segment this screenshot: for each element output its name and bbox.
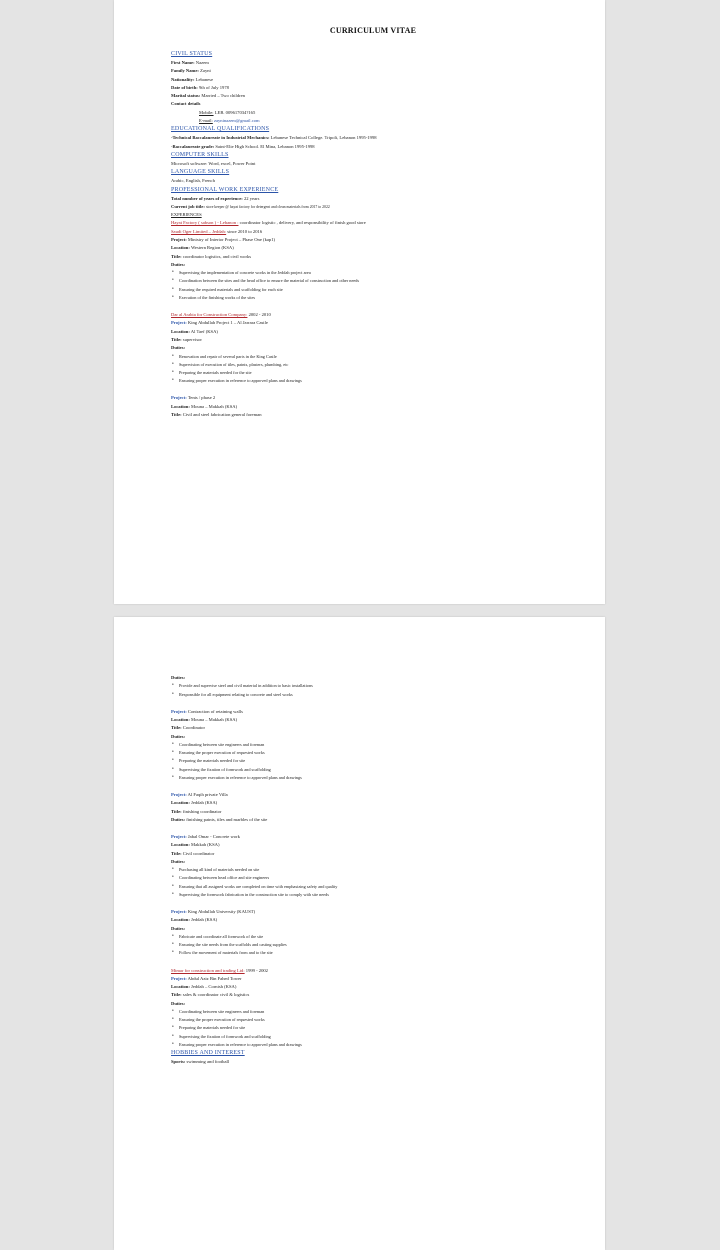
location-row [171, 983, 575, 991]
duty-item: • Supervision of execution of tiles, paints, plasters, plumbing, etc [171, 361, 575, 369]
location-value: Al Taef (KSA) [190, 328, 218, 334]
duty-item: • Supervising the implementation of concrete works in the Jeddah project area [171, 269, 575, 277]
project-row [171, 975, 575, 983]
hayat-row [171, 219, 575, 227]
email-row [171, 117, 575, 125]
title-value: finishing coordinator [182, 808, 222, 814]
title-row [171, 336, 575, 344]
location-row [171, 799, 575, 807]
duty-item: • Preparing the materials needed for the site [171, 369, 575, 377]
education-item-text: Lebanese Technical College. Tripoli, Lebanon 1995-1998 [270, 135, 377, 141]
email-link[interactable]: zayninazem@gmail.com [213, 118, 260, 124]
marital-row [171, 92, 575, 100]
computer-skills-text: Microsoft software: Word, excel, Power Point [171, 160, 256, 166]
first-name-value: Nazem [195, 60, 209, 65]
location-row [171, 716, 575, 724]
title-label: Title: [171, 850, 182, 856]
project-row [171, 791, 575, 799]
duty-item: • Ensuring the site needs from the scaffolds and casting supplies [171, 941, 575, 949]
location-value: Jeddah (KSA) [191, 800, 218, 806]
project-label: Project: [171, 320, 187, 326]
mimar-company: Mimar for construction and trading Ltd: [171, 967, 245, 973]
duty-item: • Supervising the fixation of formwork and scaffolding [171, 766, 575, 774]
title-value: supervisor [182, 336, 202, 342]
mobile-label: Mobile: [199, 109, 214, 115]
document-page-1 [114, 0, 605, 604]
project-label: Project: [171, 791, 187, 797]
sports-label: Sports: [171, 1059, 186, 1065]
duties-value: finishing paints, tiles and marbles of the site [186, 816, 268, 822]
project-value: Jabal Omar - Concrete work [187, 834, 240, 840]
hobbies-heading: HOBBIES AND INTEREST [171, 1050, 245, 1057]
duties-label: Duties: [171, 675, 186, 680]
language-skills-heading: LANGUAGE SKILLS [171, 169, 230, 176]
total-years-row [171, 195, 575, 203]
duty-item: • Ensuring that all assigned works are completed on time with emphasizing safety and quality [171, 883, 575, 891]
location-value: Jeddah – Cornish (KSA) [191, 984, 237, 990]
duty-item: • Supervising the formwork fabrication in the construction site to comply with site needs [171, 891, 575, 899]
first-name-row [171, 59, 575, 67]
dob-label: Date of birth: [171, 84, 198, 90]
title-row [171, 411, 575, 419]
title-label: Title: [171, 253, 182, 259]
professional-experience-heading: PROFESSIONAL WORK EXPERIENCE [171, 186, 279, 193]
title-label: Title: [171, 992, 182, 998]
duty-item: • Supervising the fixation of formwork and scaffolding [171, 1033, 575, 1041]
project-value: Contraction of retaining walls [187, 708, 243, 714]
dob-value: 9th of July 1978 [198, 84, 229, 90]
duty-item: • Ensuring the proper execution of requested works [171, 1016, 575, 1024]
duty-item: • Coordinating between site engineers and foreman [171, 741, 575, 749]
location-value: Mouna – Makkah (KSA) [191, 717, 238, 722]
mobile-row [171, 109, 575, 117]
duty-item: • Responsible for all equipment relating to concrete and steel works [171, 691, 575, 699]
project-value: Abdul Aziz Bin Fahed Tower [187, 975, 242, 981]
current-job-value: store keeper @ hayat factory for detergent and clean materials from 2017 to 2022 [206, 204, 330, 209]
title-row [171, 724, 575, 732]
total-years-label: Total number of years of experience: [171, 195, 243, 201]
family-name-label: Family Name: [171, 68, 199, 74]
location-label: Location: [171, 403, 190, 409]
marital-value: Married – Two children [201, 93, 245, 99]
education-item-label: -Baccalaureate grade: [171, 143, 215, 149]
project-label: Project: [171, 237, 187, 243]
sports-row [171, 1058, 575, 1066]
page-2-content [171, 674, 575, 1066]
project-value: Al Faqih private Villa [187, 791, 228, 797]
duty-item: • Ensuring the proper execution of requested works [171, 749, 575, 757]
location-row [171, 403, 575, 411]
project-label: Project: [171, 975, 187, 981]
title-row [171, 850, 575, 858]
education-item-label: -Technical Baccalaureate in Industrial Mechanics: [171, 135, 270, 141]
duty-item: • Ensuring proper execution in reference to approved plans and drawings [171, 1041, 575, 1049]
location-label: Location: [171, 800, 190, 806]
title-value: Civil and steel fabrication general foreman [182, 411, 262, 417]
duty-item: • Ensuring proper execution in reference to approved plans and drawings [171, 774, 575, 782]
duty-item: • Execution of the finishing works of the sites [171, 294, 575, 302]
education-item-2 [171, 143, 575, 151]
current-job-row [171, 203, 575, 211]
project-label: Project: [171, 395, 187, 401]
project-value: King Abdullah Project 1 – Al Jarrara Castle [187, 320, 268, 326]
project-label: Project: [171, 708, 187, 714]
mimar-row [171, 967, 575, 975]
dar-al-arabia-company: Dar al Arabia for Construction Company: [171, 312, 248, 318]
first-name-label: First Name: [171, 60, 195, 65]
education-item-text: Saint-Elie High School. El Mina, Lebanon 1995-1998 [215, 143, 315, 149]
nationality-row [171, 76, 575, 84]
location-value: Jeddah (KSA) [191, 917, 218, 923]
location-label: Location: [171, 917, 190, 923]
duty-item: • Ensuring the required materials and scaffolding for each site [171, 286, 575, 294]
location-label: Location: [171, 328, 190, 334]
title-value: Civil coordinator [182, 850, 215, 856]
saudi-oger-company: Saudi Oger Limited – Jeddah: [171, 228, 227, 234]
dob-row [171, 84, 575, 92]
duty-item: • Ensuring proper execution in reference to approved plans and drawings [171, 377, 575, 385]
language-skills-text: Arabic, English, French [171, 178, 215, 184]
document-title: CURRICULUM VITAE [329, 26, 417, 35]
mobile-value: LEB. 009617034?165 [214, 109, 256, 115]
duty-item: • Preparing the materials needed for site [171, 757, 575, 765]
location-label: Location: [171, 245, 190, 251]
duty-item: • Purchasing all kind of materials needed on site [171, 866, 575, 874]
project-row [171, 708, 575, 716]
duties-label: Duties: [171, 1000, 186, 1006]
nationality-value: Lebanese [195, 76, 213, 82]
marital-label: Marital status: [171, 93, 201, 99]
email-label: E-mail: [199, 118, 213, 124]
dar-al-arabia-years: 2002 - 2010 [248, 312, 271, 318]
project-value: King Abdullah University (KAUST) [187, 909, 256, 915]
duty-item: • Preparing the materials needed for site [171, 1024, 575, 1032]
document-page-2 [114, 617, 605, 1250]
civil-status-heading: CIVIL STATUS [171, 51, 213, 57]
location-row [171, 841, 575, 849]
project-value: Tents / phase 2 [187, 395, 216, 401]
location-value: Mouna – Makkah (KSA) [191, 403, 238, 409]
project-label: Project: [171, 909, 187, 915]
title-label: Title: [171, 725, 182, 731]
location-label: Location: [171, 842, 190, 848]
duty-item: • Renovation and repair of several parts in the King Castle [171, 353, 575, 361]
duties-label: Duties: [171, 733, 186, 739]
duty-item: • Coordinating between head office and site engineers [171, 874, 575, 882]
duties-label: Duties: [171, 858, 186, 864]
title-row [171, 808, 575, 816]
computer-skills-heading: COMPUTER SKILLS [171, 151, 229, 158]
family-name-row [171, 67, 575, 75]
location-row [171, 916, 575, 924]
duties-row [171, 816, 575, 824]
title-label: Title: [171, 336, 182, 342]
title-row [171, 253, 575, 261]
location-label: Location: [171, 717, 190, 722]
experiences-label: EXPERIENCES [171, 212, 202, 218]
education-item-1 [171, 134, 575, 142]
project-row [171, 394, 575, 402]
title-value: Coordinator [182, 725, 205, 731]
total-years-value: 22 years [244, 195, 260, 201]
nationality-label: Nationality: [171, 76, 195, 82]
duties-label: Duties: [171, 816, 186, 822]
title-label: Title: [171, 411, 182, 417]
sports-value: swimming and football [186, 1059, 230, 1065]
duties-label: Duties: [171, 261, 186, 267]
saudi-oger-text: since 2010 to 2016 [227, 228, 263, 234]
hayat-company: Hayat Factory ( sabson ) - Lebanon : [171, 220, 239, 226]
saudi-oger-row [171, 228, 575, 236]
duties-label: Duties: [171, 925, 186, 931]
project-row [171, 236, 575, 244]
title-value: coordinator logistics, and civil works [182, 253, 252, 259]
location-value: Western Region (KSA) [190, 245, 234, 251]
location-row [171, 328, 575, 336]
mimar-years: 1999 - 2002 [245, 967, 268, 973]
current-job-label: Current job title: [171, 203, 205, 209]
project-label: Project: [171, 834, 187, 840]
duty-item: • Follow the movement of materials from and to the site [171, 949, 575, 957]
project-row [171, 908, 575, 916]
title-value: sales & coordinator civil & logistics [182, 992, 250, 998]
duty-item: • Provide and supervise steel and civil material in addition to basic installations [171, 682, 575, 690]
duty-item: • Coordination between the sites and the head office to ensure the material of construction and other needs [171, 277, 575, 285]
project-row [171, 319, 575, 327]
duty-item: • Fabricate and coordinate all formwork of the site [171, 933, 575, 941]
hayat-text: coordinator logistic , delivery, and responsibility of finish good store [239, 220, 366, 226]
title-label: Title: [171, 808, 182, 814]
project-row [171, 833, 575, 841]
education-heading: EDUCATIONAL QUALIFICATIONS [171, 126, 270, 133]
title-row [171, 991, 575, 999]
location-label: Location: [171, 984, 190, 990]
duty-item: • Coordinating between site engineers and foreman [171, 1008, 575, 1016]
family-name-value: Zayni [200, 68, 211, 74]
dar-al-arabia-row [171, 311, 575, 319]
location-value: Makkah (KSA) [191, 842, 220, 848]
contact-details-label: Contact details [171, 101, 201, 107]
page-1-content [171, 26, 575, 419]
duties-label: Duties: [171, 345, 186, 351]
location-row [171, 244, 575, 252]
project-value: Ministry of Interior Project – Phase One (kap1) [187, 237, 276, 243]
